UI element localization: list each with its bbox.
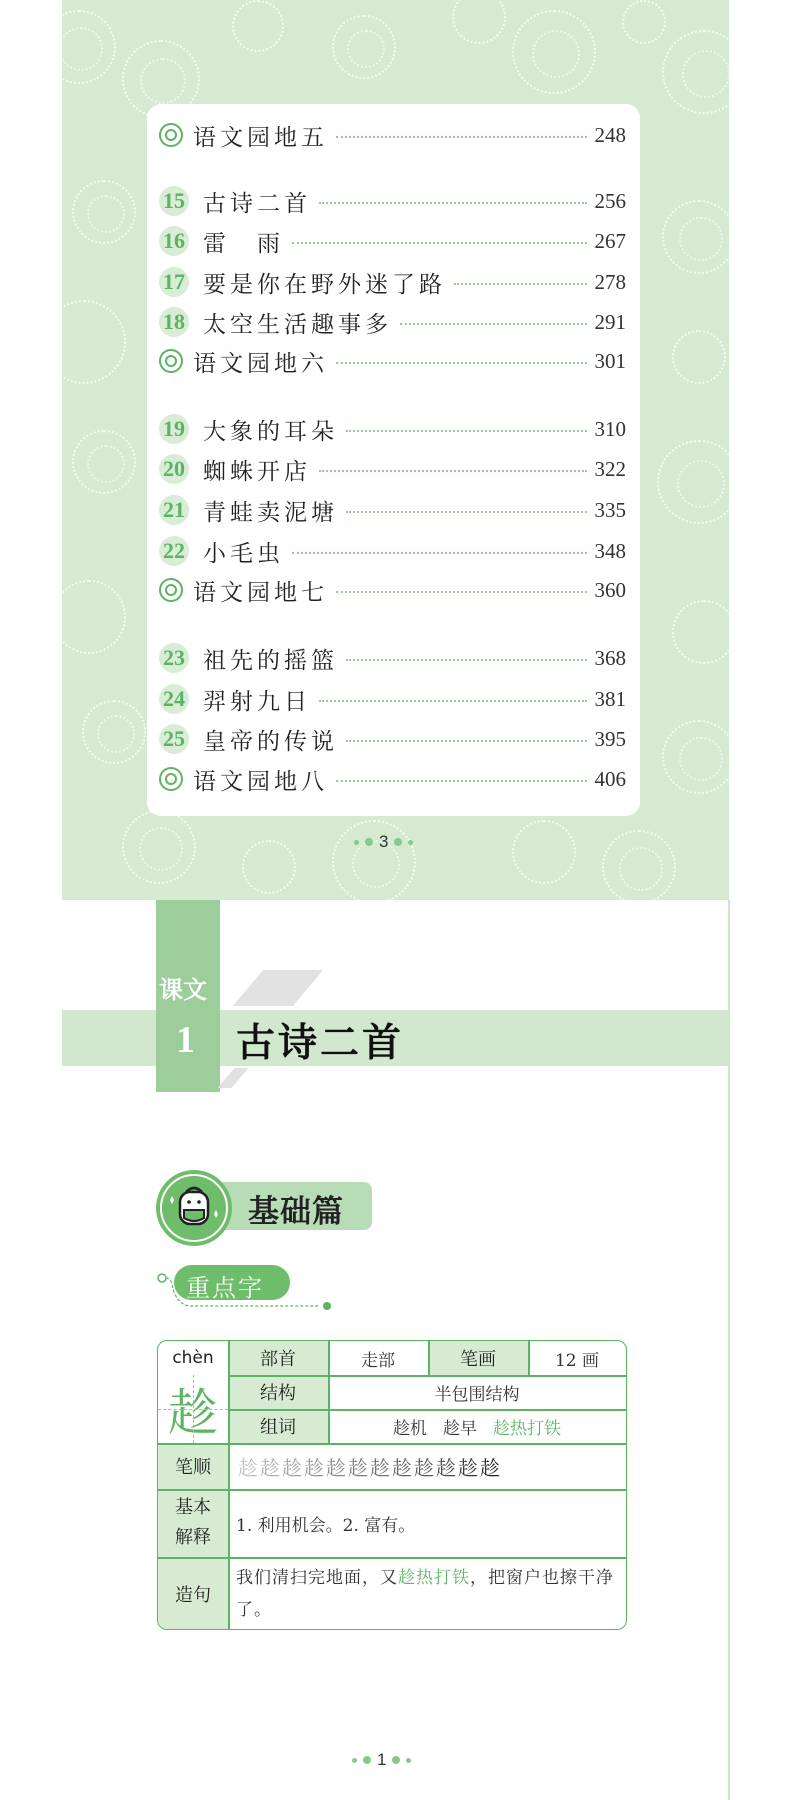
meaning-label-line: 基本 xyxy=(175,1497,211,1518)
meaning-label-line: 解释 xyxy=(175,1527,211,1548)
toc-row[interactable] xyxy=(159,534,626,568)
toc-row[interactable] xyxy=(159,184,626,218)
toc-page: 395 xyxy=(594,726,626,751)
word: 趁早 xyxy=(443,1418,477,1439)
toc-page: 406 xyxy=(594,766,626,791)
toc-row[interactable] xyxy=(159,722,626,756)
toc-title: 羿射九日 xyxy=(203,688,311,715)
stroke-step: 趁 xyxy=(480,1455,500,1480)
words-value xyxy=(328,1409,626,1443)
toc-title: 小毛虫 xyxy=(203,540,284,567)
double-ring-icon xyxy=(159,578,183,602)
grid-line xyxy=(328,1341,330,1443)
stroke-order-label: 笔顺 xyxy=(158,1443,228,1489)
toc-row[interactable] xyxy=(159,118,626,152)
lesson-number: 25 xyxy=(159,724,189,754)
lesson-number: 24 xyxy=(159,684,189,714)
sentence-label: 造句 xyxy=(158,1557,228,1630)
toc-page: 248 xyxy=(594,122,626,147)
grid-line xyxy=(428,1341,430,1375)
toc-page: 381 xyxy=(594,686,626,711)
toc-page: 368 xyxy=(594,645,626,670)
decor-circle xyxy=(512,10,596,94)
structure-label: 结构 xyxy=(228,1375,328,1409)
toc-row[interactable] xyxy=(159,493,626,527)
decor-stripe xyxy=(233,970,323,1006)
double-ring-icon xyxy=(159,767,183,791)
toc-title: 祖先的摇篮 xyxy=(203,647,338,674)
pinyin: chèn xyxy=(172,1348,214,1368)
toc-row[interactable] xyxy=(159,265,626,299)
grid-line xyxy=(528,1341,530,1375)
lesson-number: 23 xyxy=(159,643,189,673)
decor-circle xyxy=(602,830,676,900)
toc-leader xyxy=(336,780,587,782)
meaning-label xyxy=(158,1489,228,1557)
sentence-after: ，把窗户也擦干净了。 xyxy=(236,1568,614,1620)
toc-leader xyxy=(336,136,587,138)
structure-value: 半包围结构 xyxy=(434,1384,520,1405)
decor-circle xyxy=(662,720,729,794)
decor-circle xyxy=(232,0,284,52)
strokes-label: 笔画 xyxy=(428,1341,528,1375)
toc-title: 语文园地八 xyxy=(193,768,328,795)
toc-page: 267 xyxy=(594,228,626,253)
decor-circle xyxy=(122,810,196,884)
sentence-before: 我们清扫完地面，又 xyxy=(236,1568,398,1588)
decor-circle xyxy=(662,30,729,114)
grid-line xyxy=(228,1341,230,1630)
toc-leader xyxy=(346,511,587,513)
toc-page: 256 xyxy=(594,188,626,213)
decor-circle xyxy=(62,580,126,654)
subsection-label: 重点字 xyxy=(186,1274,264,1302)
stroke-step: 趁 xyxy=(436,1455,456,1480)
words-label: 组词 xyxy=(228,1409,328,1443)
toc-leader xyxy=(292,552,587,554)
backpack-icon xyxy=(156,1170,232,1246)
lesson-number: 15 xyxy=(159,186,189,216)
toc-leader xyxy=(454,283,587,285)
lesson-number: 18 xyxy=(159,307,189,337)
lesson-title: 古诗二首 xyxy=(236,1020,405,1066)
double-ring-icon xyxy=(159,123,183,147)
toc-page: 301 xyxy=(594,348,626,373)
lesson-tab-number: 1 xyxy=(176,1019,195,1061)
lesson-number: 16 xyxy=(159,226,189,256)
decor-circle xyxy=(332,15,396,79)
word-highlight: 趁热打铁 xyxy=(493,1418,561,1439)
toc-leader xyxy=(346,659,587,661)
stroke-order-value xyxy=(228,1443,626,1489)
toc-row[interactable] xyxy=(159,344,626,378)
toc-leader xyxy=(336,591,587,593)
meaning-value: 1. 利用机会。2. 富有。 xyxy=(236,1515,416,1536)
toc-row[interactable] xyxy=(159,412,626,446)
stroke-step: 趁 xyxy=(238,1455,258,1480)
toc-page: 278 xyxy=(594,269,626,294)
toc-row[interactable] xyxy=(159,573,626,607)
decor-circle xyxy=(72,180,136,244)
stroke-step: 趁 xyxy=(282,1455,302,1480)
decor-circle xyxy=(242,840,296,894)
toc-title: 太空生活趣事多 xyxy=(203,311,392,338)
lesson-tab-label: 课文 xyxy=(159,975,207,1004)
sentence-value xyxy=(228,1557,626,1630)
section-icon-circle xyxy=(156,1170,232,1246)
toc-leader xyxy=(292,242,587,244)
page-number xyxy=(352,1750,411,1770)
sentence-text xyxy=(236,1562,618,1626)
character-guide xyxy=(193,1375,194,1443)
toc-title: 语文园地七 xyxy=(193,579,328,606)
decor-circle xyxy=(662,200,729,274)
decor-circle xyxy=(672,330,726,384)
toc-row[interactable] xyxy=(159,762,626,796)
decor-circle xyxy=(512,820,576,884)
toc-row[interactable] xyxy=(159,641,626,675)
stroke-step: 趁 xyxy=(348,1455,368,1480)
toc-row[interactable] xyxy=(159,682,626,716)
toc-page: 348 xyxy=(594,538,626,563)
toc-leader xyxy=(400,323,587,325)
toc-title: 大象的耳朵 xyxy=(203,418,338,445)
decor-circle xyxy=(657,440,729,524)
decor-stripe xyxy=(218,1068,249,1088)
toc-title: 语文园地六 xyxy=(193,350,328,377)
stroke-step: 趁 xyxy=(260,1455,280,1480)
page-number-text: 1 xyxy=(377,1750,387,1769)
toc-leader xyxy=(336,362,587,364)
decor-circle xyxy=(452,0,506,44)
sentence-highlight: 趁热打铁 xyxy=(398,1568,470,1588)
toc-page: 291 xyxy=(594,309,626,334)
section-label: 基础篇 xyxy=(248,1194,344,1230)
double-ring-icon xyxy=(159,349,183,373)
toc-leader xyxy=(346,740,587,742)
lesson-number: 17 xyxy=(159,267,189,297)
grid-line xyxy=(228,1409,627,1411)
radical-value: 走部 xyxy=(361,1350,395,1371)
toc-page: 360 xyxy=(594,577,626,602)
toc-title: 蜘蛛开店 xyxy=(203,458,311,485)
character: 趁 xyxy=(168,1384,218,1442)
toc-leader xyxy=(319,700,587,702)
page-number-text: 3 xyxy=(379,832,389,851)
decor-circle xyxy=(82,700,146,764)
toc-page xyxy=(62,0,729,900)
lesson-number: 22 xyxy=(159,536,189,566)
lesson-number: 21 xyxy=(159,495,189,525)
toc-row[interactable] xyxy=(159,452,626,486)
decor-circle xyxy=(62,10,116,84)
decor-circle xyxy=(62,300,126,384)
toc-title: 语文园地五 xyxy=(193,124,328,151)
decor-circle xyxy=(672,600,729,664)
toc-leader xyxy=(346,430,587,432)
lesson-number: 20 xyxy=(159,454,189,484)
toc-title: 青蛙卖泥塘 xyxy=(203,499,338,526)
stroke-step: 趁 xyxy=(392,1455,412,1480)
stroke-step: 趁 xyxy=(304,1455,324,1480)
decor-circle xyxy=(72,430,136,494)
toc-title: 皇帝的传说 xyxy=(203,728,338,755)
toc-row[interactable] xyxy=(159,224,626,258)
stroke-step: 趁 xyxy=(458,1455,478,1480)
radical-label: 部首 xyxy=(228,1341,328,1375)
toc-leader xyxy=(319,470,587,472)
stroke-step: 趁 xyxy=(414,1455,434,1480)
toc-page: 310 xyxy=(594,416,626,441)
strokes-value: 12 画 xyxy=(554,1350,600,1371)
toc-row[interactable] xyxy=(159,305,626,339)
grid-line xyxy=(228,1375,627,1377)
toc-title: 雷 雨 xyxy=(203,230,284,257)
stroke-step: 趁 xyxy=(326,1455,346,1480)
character-card xyxy=(157,1340,627,1630)
toc-page: 335 xyxy=(594,497,626,522)
toc-page: 322 xyxy=(594,456,626,481)
toc-title: 古诗二首 xyxy=(203,190,311,217)
toc-card xyxy=(147,104,640,816)
page-number xyxy=(354,832,413,852)
toc-title: 要是你在野外迷了路 xyxy=(203,271,446,298)
toc-leader xyxy=(319,202,587,204)
word: 趁机 xyxy=(393,1418,427,1439)
stroke-step: 趁 xyxy=(370,1455,390,1480)
decor-circle xyxy=(622,0,666,44)
lesson-number: 19 xyxy=(159,414,189,444)
